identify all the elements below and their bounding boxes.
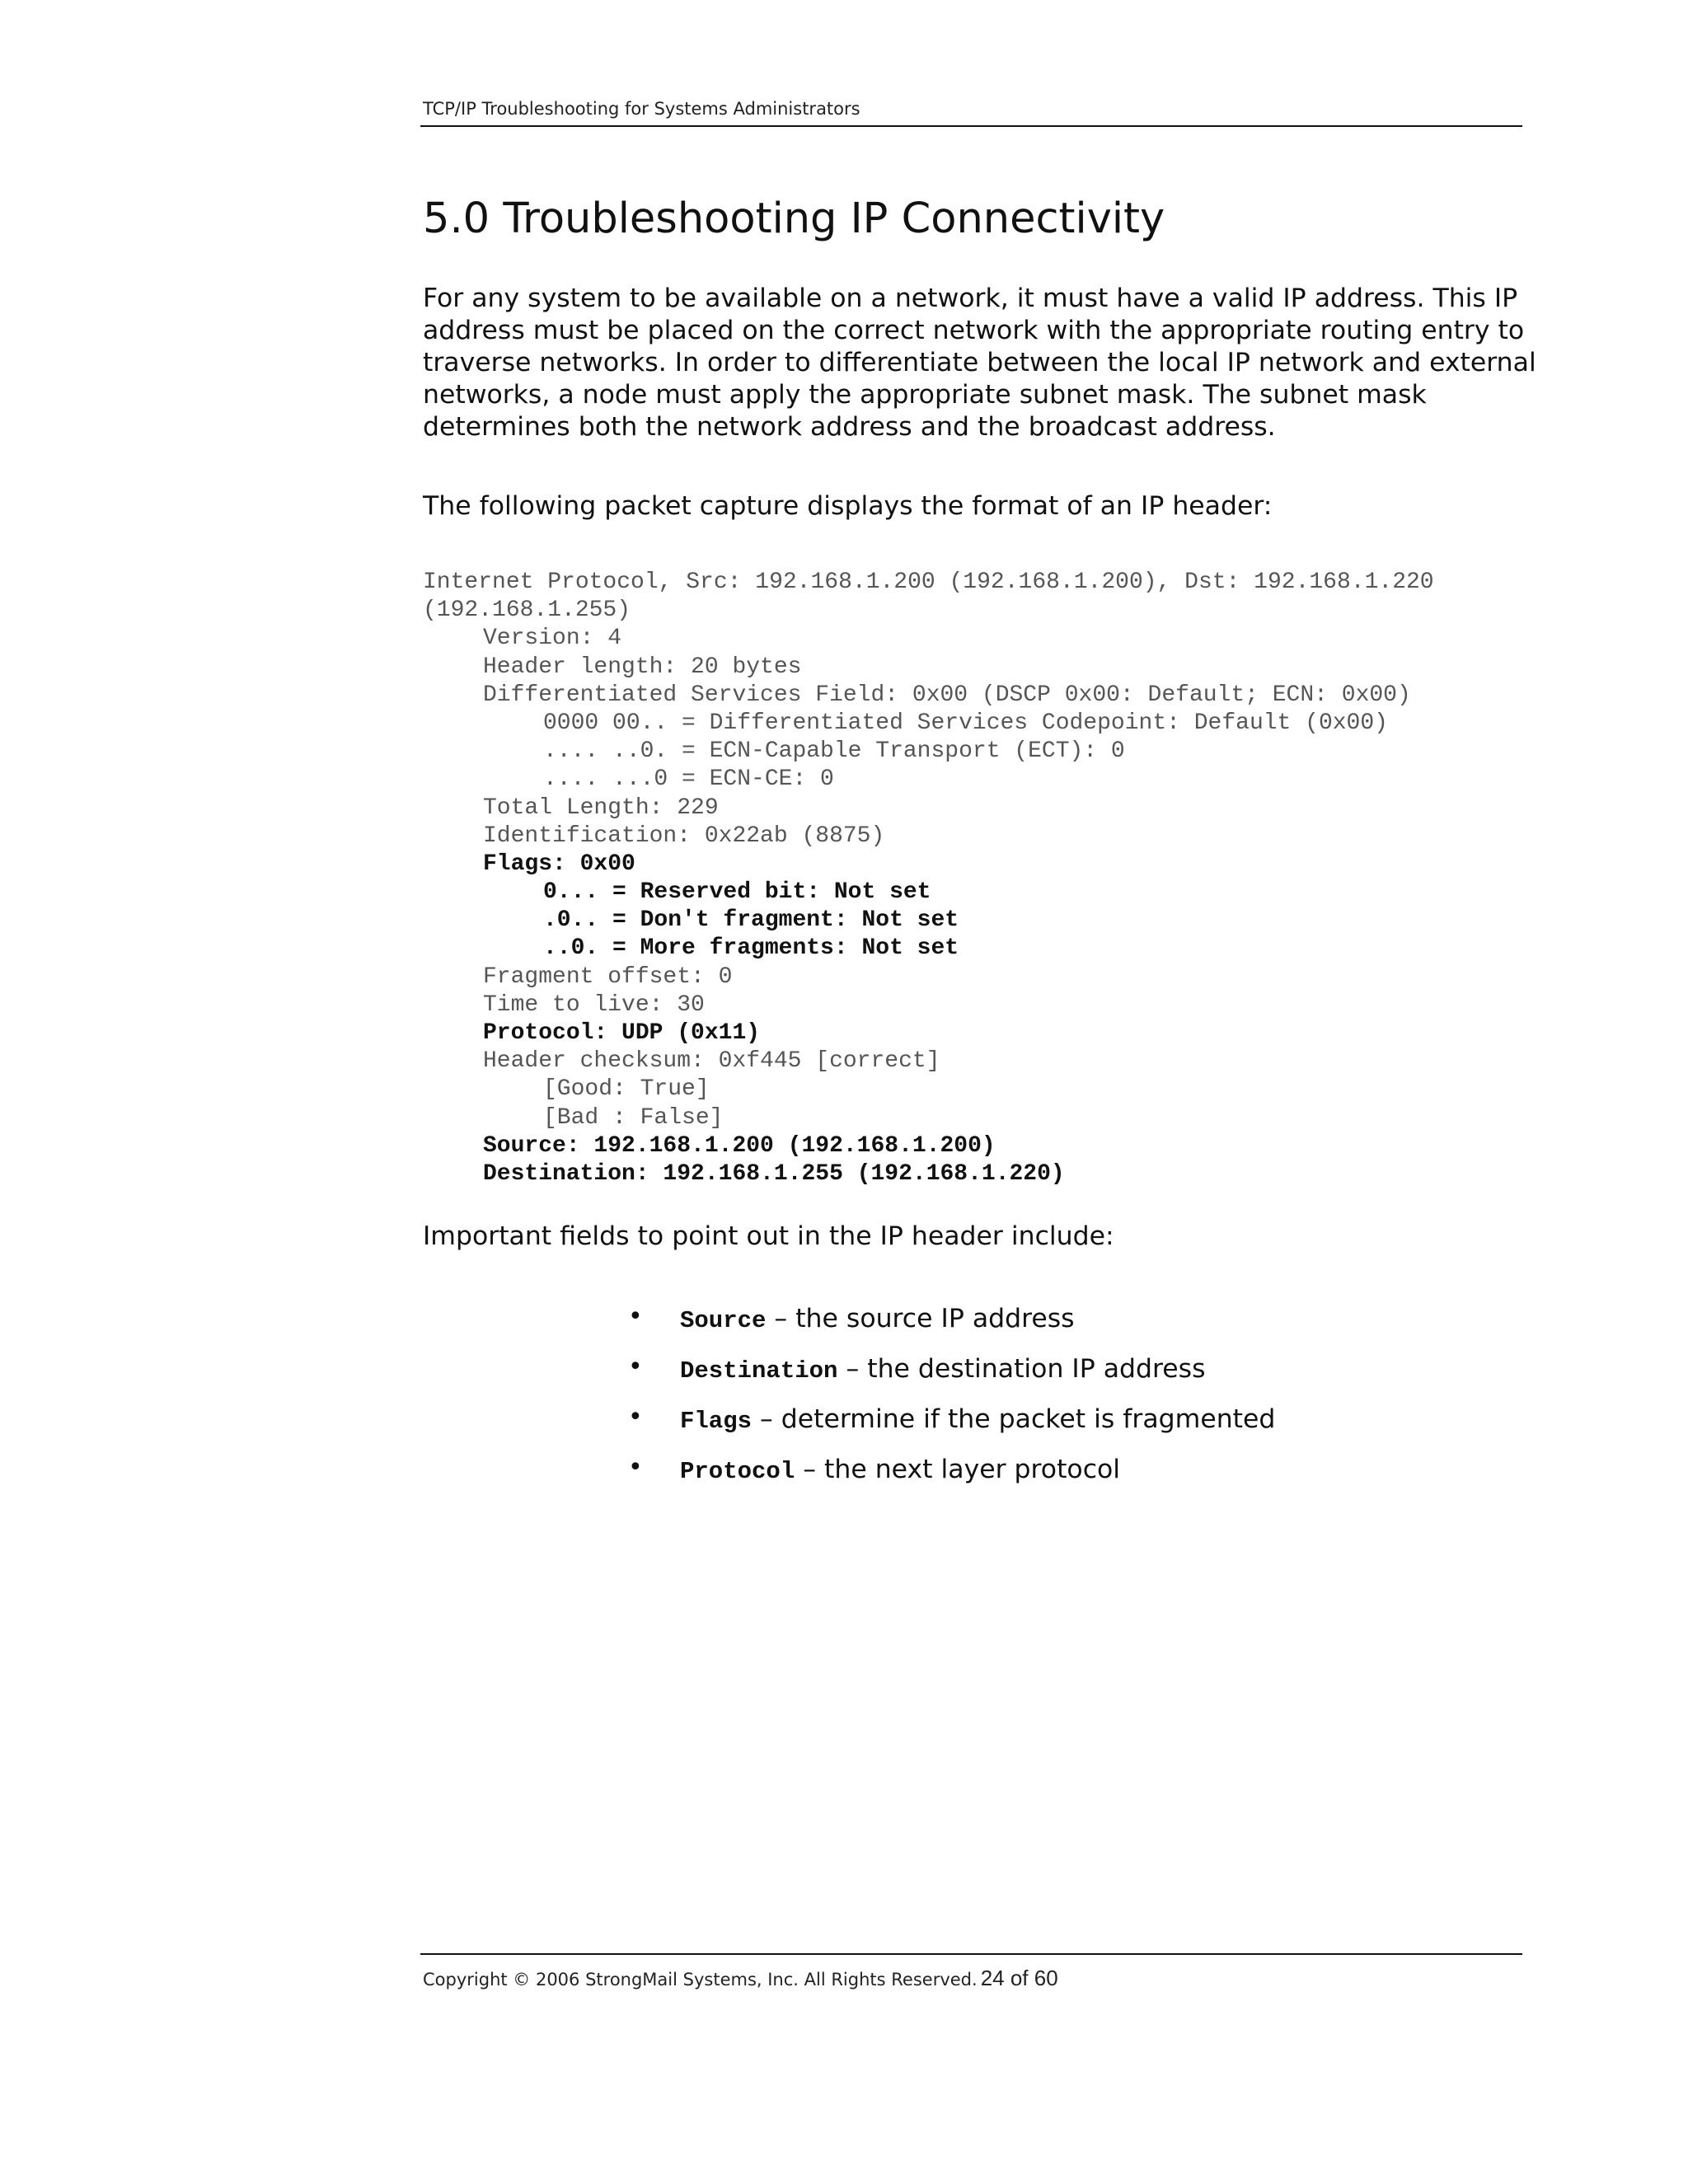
field-description: – the destination IP address — [837, 1354, 1206, 1384]
field-description: – the source IP address — [766, 1304, 1075, 1333]
capture-line: ..0. = More fragments: Not set — [543, 935, 959, 962]
capture-line: .... ..0. = ECN-Capable Transport (ECT): 0 — [543, 738, 1125, 765]
capture-line: Protocol: UDP (0x11) — [483, 1020, 761, 1046]
capture-line: Fragment offset: 0 — [483, 963, 733, 990]
intro-line: For any system to be available on a network, it must have a valid IP address. This IP — [423, 284, 1518, 313]
field-term: Protocol — [680, 1458, 795, 1485]
section-heading: 5.0 Troubleshooting IP Connectivity — [423, 194, 1165, 243]
capture-line: Destination: 192.168.1.255 (192.168.1.220) — [483, 1160, 1065, 1187]
capture-lead-text: The following packet capture displays the format of an IP header: — [423, 491, 1273, 521]
capture-line: Version: 4 — [483, 626, 622, 652]
capture-line: Flags: 0x00 — [483, 851, 635, 877]
field-description: – the next layer protocol — [795, 1455, 1121, 1484]
list-item — [626, 1304, 1275, 1354]
field-term: Source — [680, 1307, 767, 1334]
header-title: TCP/IP Troubleshooting for Systems Administrators — [423, 99, 860, 119]
intro-paragraph — [423, 283, 1536, 443]
list-item — [626, 1354, 1275, 1404]
capture-line: .0.. = Don't fragment: Not set — [543, 907, 959, 934]
intro-line: traverse networks. In order to differentiate between the local IP network and external — [423, 348, 1536, 377]
capture-line: (192.168.1.255) — [423, 598, 631, 624]
capture-line: Differentiated Services Field: 0x00 (DSCP 0x00: Default; ECN: 0x00) — [483, 682, 1411, 708]
bullet-icon: • — [628, 1453, 643, 1482]
field-term: Destination — [680, 1357, 838, 1385]
list-item — [626, 1404, 1275, 1455]
capture-line: Identification: 0x22ab (8875) — [483, 823, 885, 849]
packet-capture-block — [423, 569, 1434, 1188]
footer-rule — [420, 1953, 1522, 1955]
capture-line: Time to live: 30 — [483, 991, 705, 1018]
page-number: 24 of 60 — [980, 1966, 1058, 1990]
intro-line: networks, a node must apply the appropriate subnet mask. The subnet mask — [423, 380, 1427, 410]
capture-line: Header checksum: 0xf445 [correct] — [483, 1048, 940, 1075]
capture-line: Header length: 20 bytes — [483, 654, 802, 680]
header-rule — [420, 125, 1522, 127]
field-term: Flags — [680, 1408, 753, 1435]
copyright-text: Copyright © 2006 StrongMail Systems, Inc. All Rights Reserved. — [423, 1970, 978, 1990]
important-fields-list — [626, 1304, 1275, 1505]
intro-line: determines both the network address and the broadcast address. — [423, 412, 1276, 442]
field-description: – determine if the packet is fragmented — [752, 1404, 1276, 1434]
bullet-icon: • — [628, 1302, 643, 1331]
capture-line: 0... = Reserved bit: Not set — [543, 879, 931, 906]
capture-line: [Bad : False] — [543, 1104, 724, 1131]
bullet-icon: • — [628, 1403, 643, 1432]
capture-line: [Good: True] — [543, 1076, 710, 1103]
intro-line: address must be placed on the correct network with the appropriate routing entry to — [423, 316, 1525, 345]
page-footer — [423, 1966, 1058, 1991]
capture-line: 0000 00.. = Differentiated Services Codepoint: Default (0x00) — [543, 710, 1388, 736]
capture-line: Total Length: 229 — [483, 794, 719, 821]
fields-lead-text: Important fields to point out in the IP header include: — [423, 1221, 1114, 1251]
capture-line: Source: 192.168.1.200 (192.168.1.200) — [483, 1132, 996, 1159]
capture-line: .... ...0 = ECN-CE: 0 — [543, 766, 834, 793]
bullet-icon: • — [628, 1352, 643, 1381]
list-item — [626, 1455, 1275, 1505]
capture-line: Internet Protocol, Src: 192.168.1.200 (192.168.1.200), Dst: 192.168.1.220 — [423, 569, 1434, 595]
